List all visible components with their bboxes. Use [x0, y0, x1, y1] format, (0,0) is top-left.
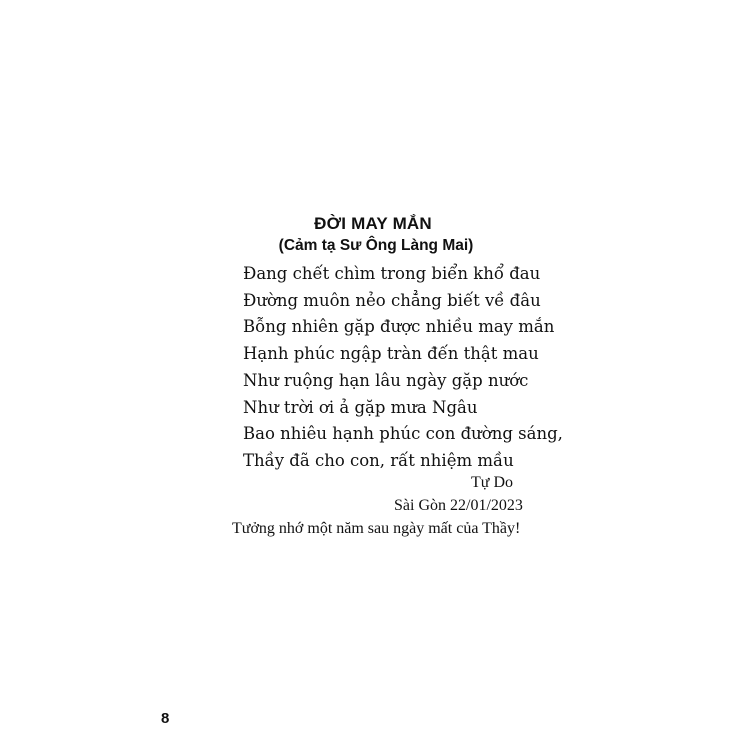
- poem-line: Bao nhiêu hạnh phúc con đường sáng,: [243, 424, 563, 444]
- poem-dedication: Tưởng nhớ một năm sau ngày mất của Thầy!: [232, 520, 521, 537]
- page-number: 8: [161, 710, 170, 727]
- poem-title-text: ĐỜI MAY MẮN: [314, 214, 432, 233]
- poem-line: Thầy đã cho con, rất nhiệm mầu: [243, 450, 514, 470]
- poem-line: Bỗng nhiên gặp được nhiều may mắn: [243, 317, 555, 337]
- poem-title: [0, 214, 750, 234]
- poem-subtitle: [0, 237, 750, 255]
- poem-line: Như trời ơi ả gặp mưa Ngâu: [243, 397, 478, 417]
- poem-line: Hạnh phúc ngập tràn đến thật mau: [243, 344, 539, 364]
- poem-place-date: Sài Gòn 22/01/2023: [394, 497, 523, 514]
- poem-line: Như ruộng hạn lâu ngày gặp nước: [243, 370, 529, 390]
- poem-author: Tự Do: [471, 474, 513, 491]
- poem-line: Đang chết chìm trong biển khổ đau: [243, 264, 541, 283]
- poem-body: [243, 261, 563, 475]
- poem-line: Đường muôn nẻo chẳng biết về đâu: [243, 290, 541, 310]
- poem-subtitle-text: (Cảm tạ Sư Ông Làng Mai): [278, 237, 474, 254]
